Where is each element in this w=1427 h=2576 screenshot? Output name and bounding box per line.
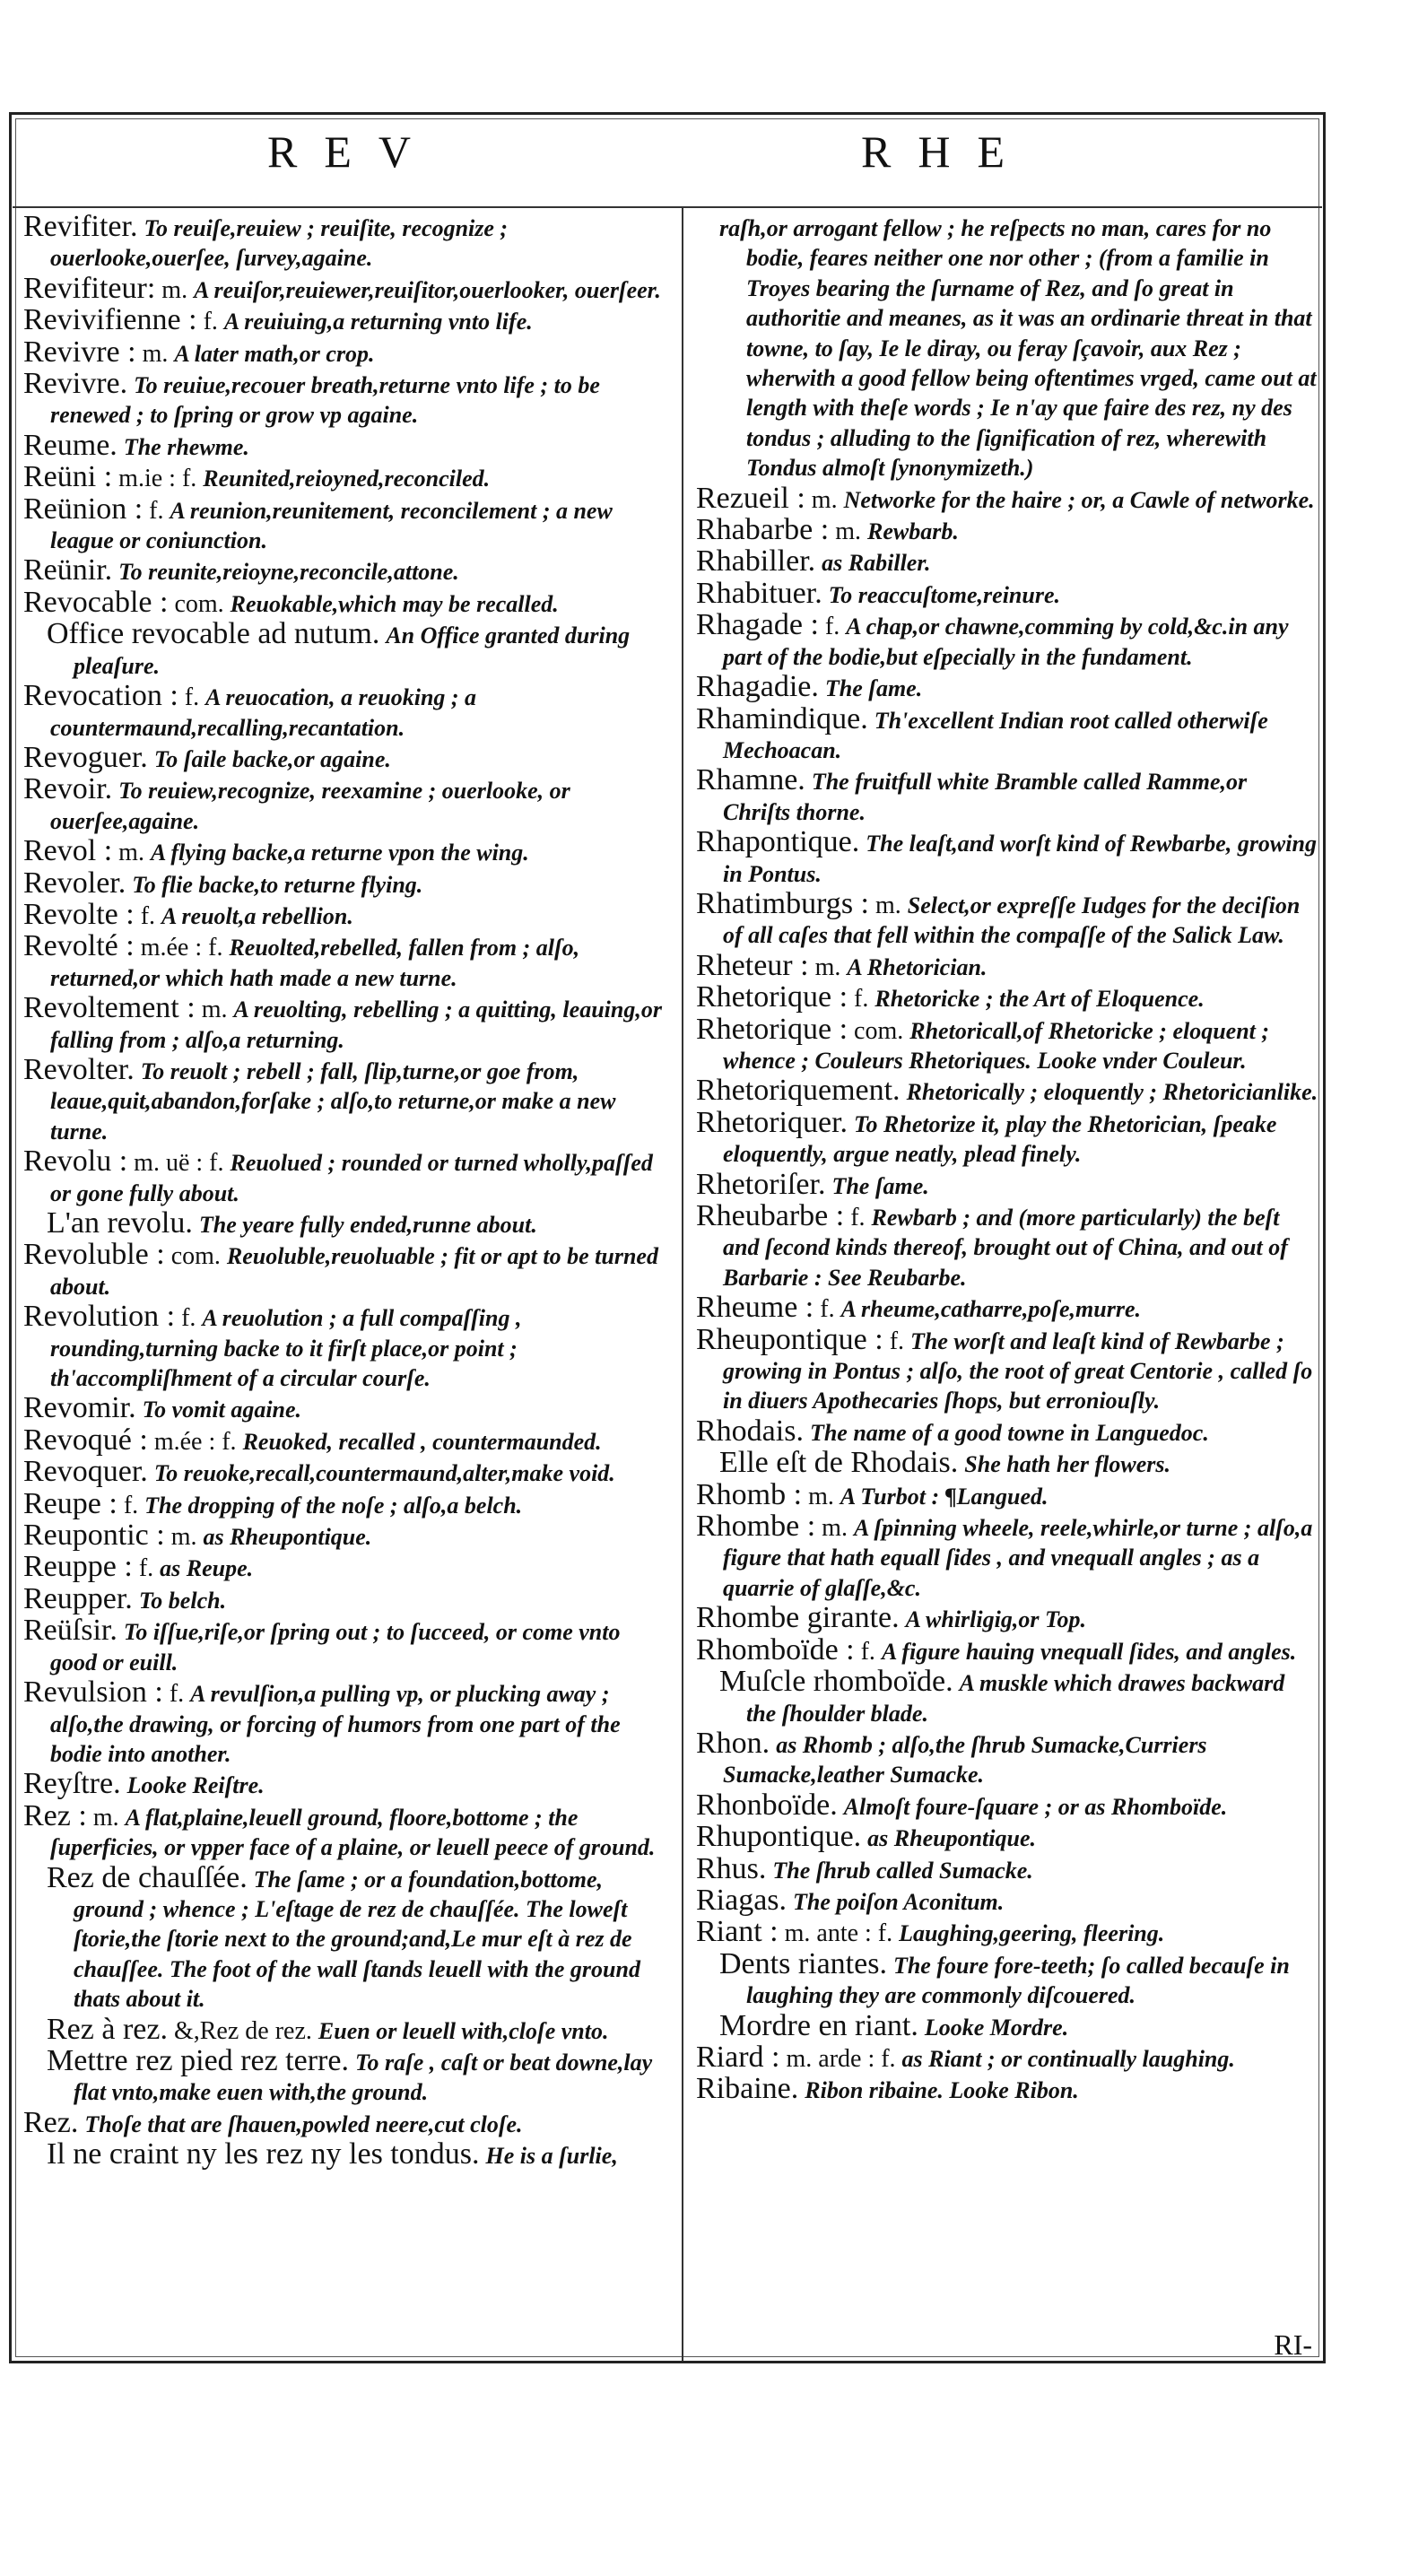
headword: Dents riantes. [719,1946,887,1980]
dictionary-entry [23,337,669,369]
definition: A rheume,catharre,poſe,murre. [840,1296,1142,1323]
dictionary-entry [23,494,669,556]
grammar-label: m. [808,1482,834,1510]
dictionary-entry [23,931,669,993]
dictionary-entry [696,1448,1318,1479]
definition: Reuoked, recalled , countermaunded. [242,1428,602,1455]
grammar-label: &,Rez de rez. [173,2016,312,2045]
definition: A revulſion,a pulling vp, or plucking away ; alſo,the drawing, or forcing of humors from one part of the bodie into another. [50,1681,621,1767]
grammar-label: m. [142,339,169,368]
dictionary-entry [696,948,1318,982]
definition: Almoſt foure-ſquare ; or as Rhomboïde. [843,1793,1228,1820]
definition: The poiſon Aconitum. [793,1888,1005,1915]
grammar-label: com. [170,1242,221,1271]
definition: To Rhetorize it, play the Rhetorician, ſpeake eloquently, argue neatly, plead finely. [723,1110,1277,1168]
headword: Revolution : [23,1300,176,1334]
definition: A reuiſor,reuiewer,reuiſitor,ouerlooker, ouerſeer. [194,276,661,303]
definition: She hath her flowers. [964,1451,1171,1478]
headword: Revolter. [23,1052,135,1086]
grammar-label: f. [140,901,156,930]
grammar-label: f. [850,1204,866,1231]
definition: The leaſt,and worſt kind of Rewbarbe, growing in Pontus. [723,831,1317,887]
headword: Rhupontique. [696,1820,862,1854]
dictionary-entry [696,1105,1318,1170]
definition: To reuoke,recall,countermaund,alter,make void. [153,1460,615,1487]
dictionary-entry [23,1769,669,1800]
dictionary-entry [23,1393,669,1424]
grammar-label: m. ante : f. [784,1919,893,1948]
headword: Revivifienne : [23,303,197,337]
dictionary-entry [696,2074,1318,2105]
dictionary-entry [23,212,669,274]
definition: as Reupe. [160,1555,254,1582]
headword: Rheteur : [696,948,809,982]
headword: Revoqué : [23,1423,148,1457]
headword: Rez à rez. [47,2012,168,2046]
left-column [23,212,669,2171]
dictionary-entry [696,546,1318,578]
definition: A reuocation, a reuoking ; a countermaund,recalling,recantation. [50,684,477,741]
definition: as Riant ; or continually laughing. [901,2045,1235,2072]
headword: Revifiter. [23,210,138,243]
dictionary-entry [696,701,1318,766]
dictionary-entry [696,1416,1318,1448]
grammar-label: m.ée : f. [153,1427,237,1456]
definition: To vomit againe. [142,1397,302,1423]
grammar-label: com. [174,589,224,618]
dictionary-entry [23,1457,669,1488]
definition: A Rhetorician. [847,953,988,980]
dictionary-entry [23,369,669,431]
dictionary-entry [696,1322,1318,1416]
grammar-label: m. [118,839,144,867]
definition: Reuolued ; rounded or turned wholly,paſſed or gone fully about. [50,1150,653,1206]
definition: The fruitfull white Bramble called Ramme,or Chriſts thorne. [723,769,1248,825]
grammar-label: f. [889,1327,905,1355]
dictionary-entry [23,462,669,493]
dictionary-entry [696,515,1318,546]
headword: L'an revolu. [47,1206,193,1240]
definition: To reuolt ; rebell ; fall, ſlip,turne,or goe from, leaue,quit,abandon,forſake ; alſo,to returne,or make a new turne. [50,1057,616,1144]
dictionary-entry [696,610,1318,672]
dictionary-entry [23,1860,669,2015]
dictionary-entry [696,672,1318,703]
headword: Rhamindique. [696,701,868,735]
headword: Rezueil : [696,481,805,515]
headword: Rhabituer. [696,576,822,610]
headword: Rhabiller. [696,544,816,579]
grammar-label: f. [184,683,200,712]
grammar-label: m. [814,953,841,981]
definition: The ſame ; or a foundation,bottome, ground ; whence ; L'eſtage de rez de chauſſée. The loweſt ſtorie,the ſtorie next to the ground;and,Le mur eſt à rez de chauſſee. The foot of the wall ſtands leuell with the ground thats about it. [74,1866,640,2013]
definition: Rewbarb ; and (more particularly) the beſt and ſecond kinds thereof, brought out of China, and out of Barbarie : See Reubarbe. [723,1205,1288,1291]
dictionary-entry [696,1946,1318,2011]
definition: To iſſue,riſe,or ſpring out ; to ſucceed, or come vnto good or euill. [50,1619,621,1675]
headword: Revulsion : [23,1675,163,1710]
dictionary-entry [696,1885,1318,1917]
dictionary-entry [696,2008,1318,2042]
dictionary-entry [696,2042,1318,2074]
headword: Revifiteur: [23,271,156,305]
headword: Revolu : [23,1144,128,1179]
definition: Reuoluble,reuoluable ; fit or apt to be turned about. [50,1243,658,1300]
definition: To reuiue,recouer breath,returne vnto life ; to be renewed ; to ſpring or grow vp againe. [50,372,600,429]
dictionary-entry [696,982,1318,1014]
definition: To flie backe,to returne flying. [132,871,423,898]
dictionary-entry [23,836,669,867]
headword: Rhagadie. [696,670,819,704]
definition: A whirligig,or Top. [905,1606,1086,1633]
dictionary-entry [23,868,669,900]
headword: Reupontic : [23,1519,165,1553]
dictionary-entry [696,765,1318,827]
definition: Rhetoricall,of Rhetoricke ; eloquent ; whence ; Couleurs Rhetoriques. Looke vnder Couleur. [723,1017,1270,1074]
definition: Networke for the haire ; or, a Cawle of networke. [843,486,1315,513]
grammar-label: f. [138,1554,154,1583]
headword: Reüſsir. [23,1614,117,1648]
dictionary-entry [696,483,1318,515]
dictionary-entry [696,1201,1318,1292]
headword: Revivre : [23,335,136,369]
grammar-label: m. [170,1523,197,1552]
headword: Reuppe : [23,1550,133,1584]
headword: Revoguer. [23,740,148,774]
headword: Reyſtre. [23,1767,121,1801]
dictionary-entry [23,1301,669,1393]
definition: To ſaile backe,or againe. [153,745,391,772]
grammar-label: m.ie : f. [118,465,197,493]
definition: The name of a good towne in Languedoc. [809,1419,1209,1446]
headword: Rhetorique : [696,1012,848,1046]
headword: Rheume : [696,1291,814,1325]
headword: Rhetoriſer. [696,1167,826,1201]
dictionary-entry [23,1208,669,1240]
definition: Th'excellent Indian root called otherwiſe Mechoacan. [723,707,1268,763]
dictionary-entry [696,212,1318,483]
definition: To raſe , caſt or beat downe,lay flat vnto,make euen with,the ground. [74,2049,653,2106]
headword: Rhon. [696,1726,770,1760]
headword: Revoir. [23,772,113,806]
grammar-label: f. [860,1637,875,1666]
grammar-label: m. uë : f. [134,1149,224,1178]
definition: A reuolt,a rebellion. [161,902,353,929]
definition: To reuiſe,reuiew ; reuiſite, recognize ; ouerlooke,ouerſee, ſurvey,againe. [50,215,509,272]
definition: A ſpinning wheele, reele,whirle,or turne ; alſo,a figure that hath equall ſides , and vnequall angles ; as a quarrie of glaſſe,&c. [723,1515,1313,1601]
headword: Rhagade : [696,608,819,642]
definition: Reunited,reioyned,reconciled. [203,466,491,492]
definition: The yeare fully ended,runne about. [198,1212,537,1238]
headword: Rhomboïde : [696,1632,855,1667]
dictionary-entry [696,1822,1318,1853]
headword: Rhombe : [696,1510,816,1544]
headword: Mordre en riant. [719,2008,918,2042]
headword: Revocable : [23,585,169,619]
headword: Rhonboïde. [696,1788,838,1822]
headword: Revolté : [23,929,135,963]
headword: Mettre rez pied rez terre. [47,2043,349,2077]
right-column [696,212,1318,2106]
grammar-label: m. [835,518,861,546]
headword: Rez : [23,1798,87,1832]
headword: Rhapontique. [696,825,860,859]
grammar-label: f. [149,496,164,525]
header-rule [13,206,1322,208]
dictionary-entry [23,740,669,774]
dictionary-entry [23,1552,669,1583]
definition: A reuiuing,a returning vnto life. [223,309,533,335]
dictionary-entry [23,1798,669,1863]
headword: Revoquer. [23,1455,148,1489]
headword: Rhatimburgs : [696,886,869,920]
dictionary-entry [23,1240,669,1301]
column-rule [682,208,683,2361]
definition: Ribon ribaine. Looke Ribon. [805,2077,1079,2104]
headword: Revol : [23,834,113,868]
headword: Office revocable ad nutum. [47,617,380,651]
definition: A figure hauing vnequall ſides, and angles. [881,1638,1297,1665]
definition: as Rheupontique. [203,1524,372,1551]
definition: To belch. [138,1587,227,1614]
definition: A Turbot : ¶Langued. [840,1483,1048,1510]
headword: Reume. [23,428,117,462]
headword: Riard : [696,2040,780,2074]
dictionary-entry [23,2139,669,2171]
definition: Reuokable,which may be recalled. [230,590,559,617]
headword: Ribaine. [696,2072,799,2106]
grammar-label: m. [92,1803,119,1832]
dictionary-entry [696,1167,1318,1201]
grammar-label: com. [854,1016,904,1045]
dictionary-entry [23,1052,669,1146]
dictionary-entry [696,576,1318,610]
headword: Riant : [696,1915,779,1949]
dictionary-entry [23,271,669,305]
running-head-right: RHE [861,126,1031,177]
definition: Rhetoricke ; the Art of Eloquence. [874,986,1205,1013]
headword: Reünir. [23,553,113,587]
headword: Reupe : [23,1486,117,1520]
headword: Riagas. [696,1883,787,1917]
headword: Revocation : [23,679,178,713]
headword: Rhodais. [696,1414,804,1448]
dictionary-entry [23,2105,669,2139]
dictionary-entry [23,619,669,681]
definition: A chap,or chawne,comming by cold,&c.in any part of the bodie,but eſpecially in the fundament. [723,614,1289,670]
dictionary-entry [23,1581,669,1615]
grammar-label: m. [161,275,188,304]
grammar-label: f. [824,613,840,641]
definition: A later math,or crop. [174,340,375,367]
definition: Reuolted,rebelled, fallen from ; alſo, returned,or which hath made a new turne. [50,935,580,991]
headword: Rhabarbe : [696,513,830,547]
definition: A muskle which drawes backward the ſhoulder blade. [746,1670,1285,1727]
dictionary-entry [696,1292,1318,1324]
definition: raſh,or arrogant fellow ; he reſpects no man, cares for no bodie, feares neither one nor other ; (from a familie in Troyes bearing the ſurname of Rez, and ſo great in authoritie and meanes, as it was an ordinarie threat in that towne, to ſay, Ie le diray, ou feray ſçavoir, aux Rez ; wherwith a good fellow being oftentimes vrged, came out at length with theſe words ; Ie n'ay que faire des rez, ny des tondus ; alluding to the ſignification of rez, wherewith Tondus almoſt ſynonymizeth.) [719,215,1317,482]
grammar-label: m. [811,485,838,514]
dictionary-entry [23,428,669,462]
headword: Rhomb : [696,1477,803,1511]
grammar-label: f. [169,1680,185,1709]
dictionary-entry [23,993,669,1055]
definition: The dropping of the noſe ; alſo,a belch. [144,1492,523,1519]
definition: The worſt and leaſt kind of Rewbarbe ; growing in Pontus ; alſo, the root of great Centorie , called ſo in diuers Apothecaries ſhops, but erroniouſly. [723,1327,1313,1414]
grammar-label: m.ée : f. [140,934,223,962]
dictionary-entry [23,305,669,336]
definition: To reunite,reioyne,reconcile,attone. [118,559,459,586]
definition: Select,or expreſſe Iudges for the deciſion of all caſes that fell within the compaſſe of the Salick Law. [723,892,1301,949]
dictionary-entry [23,1677,669,1769]
grammar-label: m. [201,996,228,1024]
definition: The ſame. [824,675,923,702]
headword: Rhetorique : [696,980,848,1014]
headword: Revoltement : [23,991,196,1025]
definition: A flying backe,a returne vpon the wing. [150,840,529,866]
dictionary-entry [23,681,669,743]
headword: Revoluble : [23,1238,165,1272]
definition: A reuolution ; a full compaſſing , rounding,turning backe to it firſt place,or point ; th'accompliſhment of a circular courſe. [50,1305,522,1392]
dictionary-entry [23,897,669,931]
definition: Rewbarb. [867,518,959,545]
definition: He is a ſurlie, [485,2143,618,2170]
definition: Looke Reiſtre. [126,1772,265,1799]
running-head-left: REV [267,126,438,177]
definition: An Office granted during pleaſure. [74,622,631,679]
definition: as Rhomb ; alſo,the ſhrub Sumacke,Curriers Sumacke,leather Sumacke. [723,1731,1207,1788]
definition: Rhetorically ; eloquently ; Rhetoricianlike. [906,1079,1318,1106]
definition: Laughing,geering, fleering. [899,1920,1165,1947]
definition: To reuiew,recognize, reexamine ; ouerlooke, or ouerſee,againe. [50,778,570,834]
headword: Rez. [23,2105,79,2139]
definition: A reuolting, rebelling ; a quitting, leauing,or falling from ; alſo,a returning. [50,996,662,1053]
dictionary-entry [23,587,669,619]
definition: The ſhrub called Sumacke. [772,1857,1033,1884]
dictionary-entry [23,1425,669,1457]
dictionary-entry [23,2043,669,2108]
headword: Rhombe girante. [696,1601,900,1635]
dictionary-entry [696,1075,1318,1107]
headword: Rhus. [696,1851,767,1885]
headword: Revoler. [23,866,126,900]
dictionary-entry [23,1615,669,1677]
headword: Revomir. [23,1391,136,1425]
headword: Rhamne. [696,763,805,797]
headword: Rhetoriquement. [696,1074,901,1108]
definition: Looke Mordre. [924,2014,1069,2041]
grammar-label: f. [123,1491,139,1519]
headword: Muſcle rhomboïde. [719,1665,953,1699]
dictionary-entry [696,1603,1318,1634]
definition: The foure fore-teeth; ſo called becauſe in laughing they are commonly diſcouered. [746,1952,1290,2009]
dictionary-entry [696,886,1318,951]
dictionary-entry [696,1511,1318,1603]
dictionary-entry [696,1728,1318,1790]
headword: Rheupontique : [696,1322,883,1356]
definition: To reaccuſtome,reinure. [828,581,1061,608]
dictionary-entry [23,555,669,587]
definition: as Rheupontique. [867,1825,1036,1852]
grammar-label: f. [203,308,218,336]
dictionary-entry [696,1851,1318,1885]
headword: Revolte : [23,897,135,931]
headword: Reupper. [23,1581,133,1615]
grammar-label: m. [875,891,901,919]
grammar-label: m. [822,1514,848,1543]
definition: The ſame. [831,1172,929,1199]
dictionary-entry [696,1790,1318,1822]
grammar-label: f. [854,985,869,1014]
definition: Thoſe that are ſhauen,powled neere,cut cloſe. [84,2110,523,2137]
dictionary-entry [696,1917,1318,1948]
headword: Reüni : [23,460,113,494]
grammar-label: m. arde : f. [786,2044,896,2073]
dictionary-entry [23,2012,669,2046]
headword: Rhetoriquer. [696,1105,848,1139]
headword: Elle eſt de Rhodais. [719,1446,959,1480]
dictionary-entry [696,1632,1318,1667]
headword: Rheubarbe : [696,1199,845,1232]
dictionary-entry [23,774,669,836]
definition: Euen or leuell with,cloſe vnto. [318,2017,609,2044]
dictionary-entry [696,1014,1318,1076]
dictionary-entry [696,1667,1318,1728]
definition: A flat,plaine,leuell ground, floore,bottome ; the ſuperficies, or vpper face of a plaine, or leuell peece of ground. [50,1804,656,1861]
headword: Reünion : [23,492,144,526]
grammar-label: f. [820,1295,835,1324]
headword: Revivre. [23,367,128,401]
grammar-label: f. [181,1304,196,1333]
dictionary-entry [696,827,1318,889]
dictionary-entry [23,1486,669,1520]
dictionary-entry [23,1146,669,1208]
definition: as Rabiller. [822,550,931,577]
headword: Il ne craint ny les rez ny les tondus. [47,2137,480,2171]
catchword: RI- [1274,2328,1312,2361]
dictionary-entry [23,1520,669,1552]
definition: The rhewme. [123,433,249,460]
definition: A reunion,reunitement, reconcilement ; a new league or coniunction. [50,497,613,554]
headword: Rez de chauſſée. [47,1860,248,1894]
dictionary-entry [696,1477,1318,1511]
